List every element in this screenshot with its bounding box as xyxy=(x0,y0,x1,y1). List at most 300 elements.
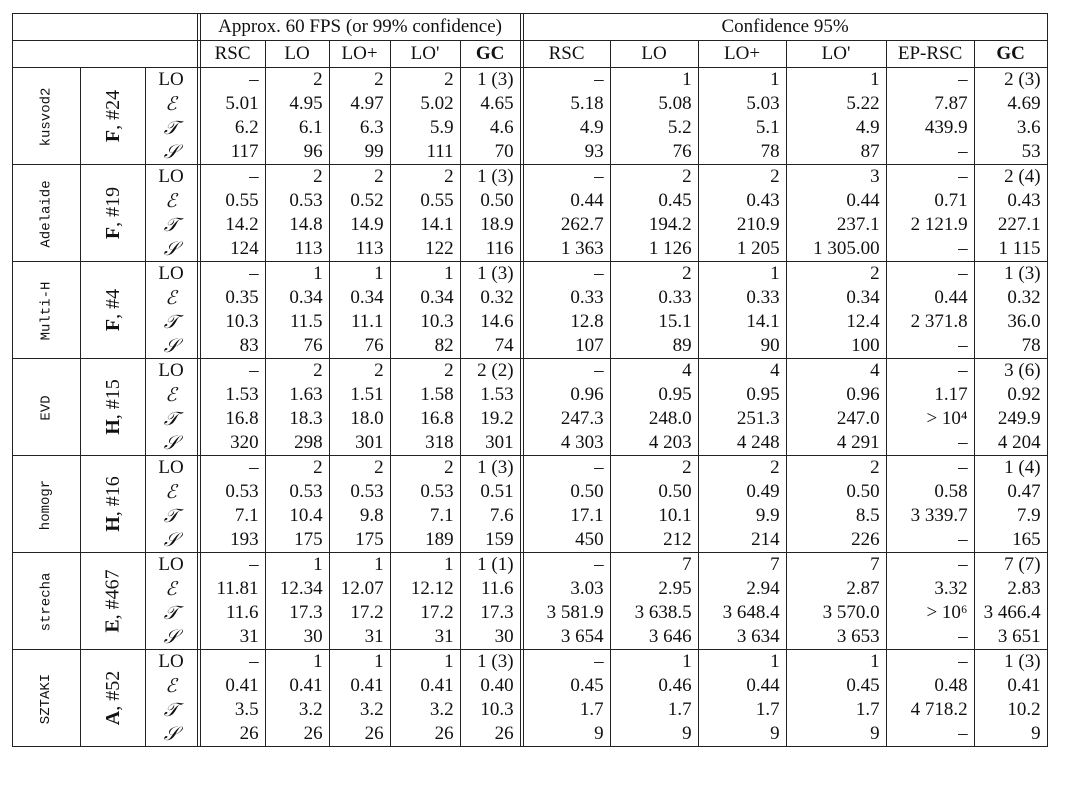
table-cell: 7.6 xyxy=(460,504,520,528)
table-cell: 9 xyxy=(523,722,610,747)
table-row xyxy=(13,165,1048,190)
dataset-name xyxy=(13,650,81,747)
metric-label: ℰ xyxy=(145,189,197,213)
table-cell: 9 xyxy=(698,722,786,747)
table-cell: 0.49 xyxy=(698,480,786,504)
dataset-name xyxy=(13,165,81,262)
table-cell: 0.53 xyxy=(265,480,329,504)
header-corner xyxy=(13,14,198,41)
table-cell: 2 xyxy=(698,165,786,190)
table-cell: 6.3 xyxy=(329,116,390,140)
table-cell: – xyxy=(886,650,974,675)
table-cell: 0.53 xyxy=(200,480,265,504)
table-cell: 100 xyxy=(786,334,886,359)
table-cell: 17.2 xyxy=(390,601,460,625)
table-cell: 4.9 xyxy=(523,116,610,140)
table-cell: 12.8 xyxy=(523,310,610,334)
table-cell: 2 xyxy=(329,165,390,190)
table-cell: 1 xyxy=(698,650,786,675)
table-cell: 31 xyxy=(329,625,390,650)
table-cell: – xyxy=(200,650,265,675)
table-row xyxy=(13,68,1048,93)
table-cell: 9 xyxy=(974,722,1047,747)
table-cell: 4 203 xyxy=(610,431,698,456)
dataset-name-label: kusvod2 xyxy=(38,87,55,147)
table-cell: 2.87 xyxy=(786,577,886,601)
table-cell: – xyxy=(523,165,610,190)
table-cell: – xyxy=(886,262,974,287)
table-cell: 18.0 xyxy=(329,407,390,431)
table-cell: 117 xyxy=(200,140,265,165)
table-cell: 0.43 xyxy=(974,189,1047,213)
table-cell: 99 xyxy=(329,140,390,165)
table-cell: 0.34 xyxy=(786,286,886,310)
table-cell: 7.1 xyxy=(200,504,265,528)
table-cell: 14.2 xyxy=(200,213,265,237)
table-cell: 6.1 xyxy=(265,116,329,140)
table-cell: 12.4 xyxy=(786,310,886,334)
metric-label: 𝒯 xyxy=(145,116,197,140)
table-cell: 78 xyxy=(698,140,786,165)
table-cell: 1 xyxy=(390,262,460,287)
table-row xyxy=(13,140,1048,165)
table-row xyxy=(13,286,1048,310)
table-cell: – xyxy=(886,334,974,359)
table-cell: 70 xyxy=(460,140,520,165)
metric-label: LO xyxy=(145,456,197,481)
table-cell: 3.6 xyxy=(974,116,1047,140)
table-cell: – xyxy=(200,165,265,190)
table-cell: 2 xyxy=(265,68,329,93)
table-row xyxy=(13,334,1048,359)
problem-type xyxy=(81,359,145,456)
table-cell: 0.96 xyxy=(786,383,886,407)
table-cell: 5.1 xyxy=(698,116,786,140)
table-cell: 0.53 xyxy=(329,480,390,504)
col-header-lo-prime: LO' xyxy=(390,41,460,68)
problem-letter: H xyxy=(101,418,124,435)
table-cell: 0.33 xyxy=(610,286,698,310)
table-cell: 3 646 xyxy=(610,625,698,650)
table-cell: 1.7 xyxy=(610,698,698,722)
problem-type xyxy=(81,68,145,165)
table-cell: 107 xyxy=(523,334,610,359)
table-cell: 2 xyxy=(265,359,329,384)
table-cell: 14.8 xyxy=(265,213,329,237)
table-cell: 7.9 xyxy=(974,504,1047,528)
table-row xyxy=(13,92,1048,116)
table-cell: 18.9 xyxy=(460,213,520,237)
table-cell: 0.92 xyxy=(974,383,1047,407)
table-cell: 4.97 xyxy=(329,92,390,116)
table-cell: 1.7 xyxy=(698,698,786,722)
table-cell: 2 xyxy=(265,456,329,481)
table-cell: – xyxy=(886,237,974,262)
table-cell: 26 xyxy=(265,722,329,747)
table-cell: 1 xyxy=(265,650,329,675)
table-cell: 2 (4) xyxy=(974,165,1047,190)
metric-label: 𝒮 xyxy=(145,140,197,165)
table-cell: 2 xyxy=(786,262,886,287)
table-cell: 76 xyxy=(610,140,698,165)
table-cell: 4 718.2 xyxy=(886,698,974,722)
table-cell: 124 xyxy=(200,237,265,262)
table-cell: 0.41 xyxy=(329,674,390,698)
table-cell: 3 651 xyxy=(974,625,1047,650)
table-cell: 193 xyxy=(200,528,265,553)
table-cell: 4.69 xyxy=(974,92,1047,116)
dataset-name-label: SZTAKI xyxy=(38,673,55,725)
table-cell: 3 653 xyxy=(786,625,886,650)
table-cell: 2 xyxy=(329,456,390,481)
table-cell: – xyxy=(886,625,974,650)
table-cell: 1.58 xyxy=(390,383,460,407)
table-row xyxy=(13,504,1048,528)
table-cell: 0.71 xyxy=(886,189,974,213)
table-cell: 3.5 xyxy=(200,698,265,722)
col-header-gc: GC xyxy=(460,41,520,68)
table-cell: 17.3 xyxy=(265,601,329,625)
table-cell: 3 634 xyxy=(698,625,786,650)
table-cell: 320 xyxy=(200,431,265,456)
table-row xyxy=(13,189,1048,213)
group2-title: Confidence 95% xyxy=(523,14,1047,41)
table-cell: 3.2 xyxy=(390,698,460,722)
table-cell: 31 xyxy=(200,625,265,650)
table-cell: – xyxy=(523,553,610,578)
table-cell: 0.44 xyxy=(698,674,786,698)
table-cell: 5.22 xyxy=(786,92,886,116)
table-cell: 4 248 xyxy=(698,431,786,456)
table-cell: 11.5 xyxy=(265,310,329,334)
table-cell: 1 xyxy=(786,650,886,675)
table-row xyxy=(13,480,1048,504)
table-cell: 3.32 xyxy=(886,577,974,601)
table-cell: 318 xyxy=(390,431,460,456)
table-cell: 3 339.7 xyxy=(886,504,974,528)
table-cell: 1.17 xyxy=(886,383,974,407)
table-cell: – xyxy=(886,359,974,384)
table-cell: – xyxy=(523,650,610,675)
table-cell: 5.9 xyxy=(390,116,460,140)
table-cell: 1.7 xyxy=(523,698,610,722)
table-cell: 0.43 xyxy=(698,189,786,213)
table-cell: 247.3 xyxy=(523,407,610,431)
table-row xyxy=(13,237,1048,262)
col-header-ep-rsc: EP-RSC xyxy=(886,41,974,68)
table-cell: – xyxy=(886,431,974,456)
table-cell: 7 xyxy=(610,553,698,578)
table-cell: – xyxy=(200,359,265,384)
table-cell: 7.1 xyxy=(390,504,460,528)
metric-label: 𝒯 xyxy=(145,213,197,237)
metric-label: 𝒮 xyxy=(145,528,197,553)
table-row xyxy=(13,383,1048,407)
table-cell: 9 xyxy=(786,722,886,747)
problem-type xyxy=(81,456,145,553)
table-cell: 1 xyxy=(329,553,390,578)
table-cell: – xyxy=(523,359,610,384)
table-cell: 212 xyxy=(610,528,698,553)
metric-label: ℰ xyxy=(145,577,197,601)
table-cell: 5.2 xyxy=(610,116,698,140)
table-cell: 93 xyxy=(523,140,610,165)
table-row xyxy=(13,722,1048,747)
table-cell: 12.07 xyxy=(329,577,390,601)
table-cell: – xyxy=(886,722,974,747)
table-cell: 89 xyxy=(610,334,698,359)
metric-label: 𝒯 xyxy=(145,698,197,722)
problem-type-label xyxy=(101,476,125,532)
table-cell: 2 (2) xyxy=(460,359,520,384)
table-cell: 1 (3) xyxy=(460,165,520,190)
table-cell: 1 xyxy=(390,553,460,578)
table-cell: 26 xyxy=(460,722,520,747)
table-cell: 1 xyxy=(698,68,786,93)
problem-letter: F xyxy=(101,318,124,331)
table-cell: 26 xyxy=(200,722,265,747)
table-row xyxy=(13,674,1048,698)
results-table-container xyxy=(12,13,1048,747)
table-cell: 0.53 xyxy=(265,189,329,213)
table-cell: 2.95 xyxy=(610,577,698,601)
table-cell: > 10⁴ xyxy=(886,407,974,431)
table-cell: – xyxy=(886,68,974,93)
table-cell: 298 xyxy=(265,431,329,456)
table-cell: 2 xyxy=(610,262,698,287)
table-cell: 5.03 xyxy=(698,92,786,116)
dataset-name-label: EVD xyxy=(38,395,55,421)
table-cell: 175 xyxy=(329,528,390,553)
table-cell: 248.0 xyxy=(610,407,698,431)
table-cell: 0.32 xyxy=(974,286,1047,310)
table-cell: 17.2 xyxy=(329,601,390,625)
results-table xyxy=(12,13,1048,747)
table-cell: 7.87 xyxy=(886,92,974,116)
table-cell: 237.1 xyxy=(786,213,886,237)
table-cell: – xyxy=(200,262,265,287)
col-header-lo-plus: LO+ xyxy=(329,41,390,68)
table-cell: 17.3 xyxy=(460,601,520,625)
table-cell: 14.1 xyxy=(390,213,460,237)
table-cell: 16.8 xyxy=(200,407,265,431)
table-cell: 6.2 xyxy=(200,116,265,140)
table-cell: 1 126 xyxy=(610,237,698,262)
pair-count: , #467 xyxy=(101,568,124,619)
table-cell: 1.7 xyxy=(786,698,886,722)
dataset-name-label: strecha xyxy=(38,572,55,632)
table-cell: 3 654 xyxy=(523,625,610,650)
col-header-lo: LO xyxy=(610,41,698,68)
table-cell: 17.1 xyxy=(523,504,610,528)
table-cell: 249.9 xyxy=(974,407,1047,431)
table-row xyxy=(13,359,1048,384)
table-cell: 113 xyxy=(265,237,329,262)
metric-label: ℰ xyxy=(145,480,197,504)
pair-count: , #24 xyxy=(101,89,124,130)
table-cell: 247.0 xyxy=(786,407,886,431)
table-cell: 3.03 xyxy=(523,577,610,601)
dataset-name xyxy=(13,262,81,359)
table-cell: 1 xyxy=(786,68,886,93)
metric-label: LO xyxy=(145,553,197,578)
col-header-rsc: RSC xyxy=(200,41,265,68)
metric-label: ℰ xyxy=(145,674,197,698)
header-row-methods xyxy=(13,41,1048,68)
table-row xyxy=(13,407,1048,431)
table-cell: 0.44 xyxy=(886,286,974,310)
dataset-name xyxy=(13,68,81,165)
table-cell: 0.34 xyxy=(265,286,329,310)
table-cell: 78 xyxy=(974,334,1047,359)
table-cell: 0.95 xyxy=(610,383,698,407)
table-cell: 3 648.4 xyxy=(698,601,786,625)
table-cell: – xyxy=(886,456,974,481)
metric-label: ℰ xyxy=(145,92,197,116)
metric-label: 𝒮 xyxy=(145,237,197,262)
table-cell: 165 xyxy=(974,528,1047,553)
table-cell: 2 xyxy=(390,165,460,190)
problem-letter: F xyxy=(101,129,124,142)
table-cell: 0.44 xyxy=(786,189,886,213)
table-cell: 159 xyxy=(460,528,520,553)
table-cell: > 10⁶ xyxy=(886,601,974,625)
table-cell: 0.35 xyxy=(200,286,265,310)
table-cell: – xyxy=(200,68,265,93)
table-cell: 9 xyxy=(610,722,698,747)
table-cell: 0.96 xyxy=(523,383,610,407)
header-corner xyxy=(13,41,198,68)
metric-label: 𝒯 xyxy=(145,310,197,334)
problem-type-label xyxy=(101,186,125,238)
table-cell: 1 xyxy=(265,262,329,287)
table-cell: 2 xyxy=(786,456,886,481)
table-cell: 0.50 xyxy=(460,189,520,213)
table-cell: 4 xyxy=(786,359,886,384)
table-cell: 11.6 xyxy=(200,601,265,625)
problem-letter: H xyxy=(101,515,124,532)
table-row xyxy=(13,116,1048,140)
table-cell: 262.7 xyxy=(523,213,610,237)
table-row xyxy=(13,213,1048,237)
table-cell: 1 (4) xyxy=(974,456,1047,481)
table-cell: 10.3 xyxy=(200,310,265,334)
table-cell: 1 (3) xyxy=(460,68,520,93)
problem-type-label xyxy=(101,288,125,330)
table-cell: 0.45 xyxy=(610,189,698,213)
table-cell: 10.4 xyxy=(265,504,329,528)
table-cell: 26 xyxy=(390,722,460,747)
table-cell: 0.50 xyxy=(786,480,886,504)
table-cell: 14.9 xyxy=(329,213,390,237)
table-cell: 175 xyxy=(265,528,329,553)
table-cell: 4.9 xyxy=(786,116,886,140)
table-cell: 0.45 xyxy=(523,674,610,698)
table-cell: 14.1 xyxy=(698,310,786,334)
table-row xyxy=(13,625,1048,650)
metric-label: ℰ xyxy=(145,383,197,407)
table-cell: 0.41 xyxy=(390,674,460,698)
table-cell: 0.46 xyxy=(610,674,698,698)
table-cell: 113 xyxy=(329,237,390,262)
problem-type xyxy=(81,165,145,262)
table-cell: 74 xyxy=(460,334,520,359)
table-cell: 8.5 xyxy=(786,504,886,528)
table-cell: 83 xyxy=(200,334,265,359)
table-cell: 11.1 xyxy=(329,310,390,334)
table-cell: 1 (3) xyxy=(974,262,1047,287)
table-cell: 10.2 xyxy=(974,698,1047,722)
col-header-lo-prime: LO' xyxy=(786,41,886,68)
metric-label: LO xyxy=(145,650,197,675)
table-cell: 76 xyxy=(265,334,329,359)
table-cell: 2 xyxy=(390,456,460,481)
table-cell: 214 xyxy=(698,528,786,553)
table-cell: 18.3 xyxy=(265,407,329,431)
table-row xyxy=(13,431,1048,456)
dataset-name xyxy=(13,456,81,553)
table-cell: 4.95 xyxy=(265,92,329,116)
table-cell: 4 xyxy=(698,359,786,384)
table-cell: 4.6 xyxy=(460,116,520,140)
table-cell: 5.01 xyxy=(200,92,265,116)
problem-letter: A xyxy=(101,710,124,725)
metric-label: LO xyxy=(145,165,197,190)
table-cell: 0.32 xyxy=(460,286,520,310)
metric-label: 𝒯 xyxy=(145,504,197,528)
col-header-gc: GC xyxy=(974,41,1047,68)
table-cell: 1 xyxy=(265,553,329,578)
table-cell: 12.34 xyxy=(265,577,329,601)
table-cell: 19.2 xyxy=(460,407,520,431)
table-cell: 227.1 xyxy=(974,213,1047,237)
table-cell: 1 xyxy=(698,262,786,287)
metric-label: ℰ xyxy=(145,286,197,310)
metric-label: 𝒮 xyxy=(145,625,197,650)
table-cell: 2.83 xyxy=(974,577,1047,601)
table-cell: 53 xyxy=(974,140,1047,165)
table-cell: 2.94 xyxy=(698,577,786,601)
table-cell: 301 xyxy=(460,431,520,456)
table-cell: 11.6 xyxy=(460,577,520,601)
table-cell: 14.6 xyxy=(460,310,520,334)
table-cell: 2 xyxy=(610,456,698,481)
table-cell: 0.95 xyxy=(698,383,786,407)
table-cell: 1 115 xyxy=(974,237,1047,262)
table-cell: 0.40 xyxy=(460,674,520,698)
table-cell: 5.02 xyxy=(390,92,460,116)
table-cell: 0.52 xyxy=(329,189,390,213)
metric-label: 𝒮 xyxy=(145,722,197,747)
table-cell: 3 xyxy=(786,165,886,190)
table-cell: 0.50 xyxy=(610,480,698,504)
table-cell: 3.2 xyxy=(329,698,390,722)
table-cell: 0.34 xyxy=(390,286,460,310)
table-cell: 0.41 xyxy=(265,674,329,698)
table-cell: 111 xyxy=(390,140,460,165)
dataset-name-label: Multi-H xyxy=(38,281,55,341)
problem-type-label xyxy=(101,89,125,141)
table-cell: – xyxy=(523,456,610,481)
table-cell: 9.9 xyxy=(698,504,786,528)
table-cell: 4 303 xyxy=(523,431,610,456)
table-row xyxy=(13,650,1048,675)
table-cell: – xyxy=(886,553,974,578)
table-cell: 15.1 xyxy=(610,310,698,334)
table-cell: 1 xyxy=(329,262,390,287)
table-cell: 2 (3) xyxy=(974,68,1047,93)
table-cell: – xyxy=(886,165,974,190)
